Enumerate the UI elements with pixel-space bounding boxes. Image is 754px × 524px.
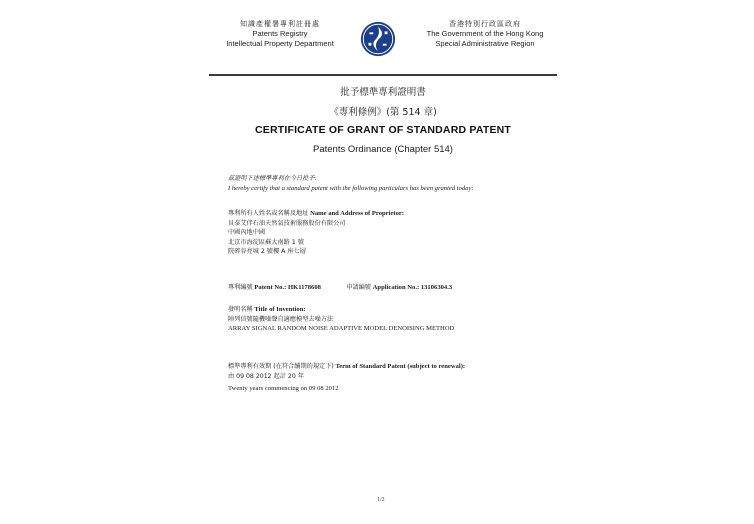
ordinance-en: Patents Ordinance (Chapter 514) (313, 144, 453, 155)
application-no-value: 13106304.3 (420, 284, 453, 291)
term-line-cn: 由 09 08 2012 起計 20 年 (228, 372, 304, 380)
term-section (228, 362, 548, 394)
certify-en: I hereby certify that a standard patent with the following particulars has been granted today: (228, 184, 474, 192)
application-no-label-en: Application No.: (372, 284, 420, 291)
term-label-en: Term of Standard Patent (subject to renewal): (335, 363, 466, 370)
patents-registry-letterhead (205, 19, 355, 49)
page-number: 1/2 (377, 497, 385, 503)
letterhead-right-en-2: Special Administrative Region (435, 39, 535, 48)
certify-cn: 茲證明下述標準專利在今日批予: (228, 175, 317, 182)
proprietor-label-en: Name and Address of Proprietor: (310, 210, 404, 217)
hksar-emblem-icon (359, 20, 397, 58)
proprietor-label-cn: 專利所有人姓名或名稱及地址 (228, 210, 309, 217)
invention-title-cn: 陣列信號隨機噪聲自適應模型去噪方法 (228, 315, 334, 323)
ordinance-cn: 《專利條例》(第 514 章) (329, 107, 437, 118)
header-divider (209, 74, 557, 76)
proprietor-section (228, 209, 548, 257)
proprietor-line: 院碎谷亮城 2 號樓 A 座七層 (228, 248, 306, 255)
title-cn: 批予標準專利證明書 (340, 87, 426, 98)
invention-label-cn: 發明名稱 (228, 306, 253, 313)
letterhead-left-cn: 知識產權署專利註冊處 (240, 20, 320, 28)
invention-label-en: Title of Invention: (254, 306, 306, 313)
certify-statement (228, 174, 548, 193)
invention-section (228, 305, 548, 334)
letterhead-left-en-1: Patents Registry (252, 29, 308, 38)
application-no-label-cn: 申請編號 (346, 284, 371, 291)
letterhead-right-cn: 香港特別行政區政府 (449, 20, 521, 28)
patent-number-section (228, 283, 548, 293)
proprietor-line: 北京市海淀區蘇大南路 1 號 (228, 238, 304, 246)
term-label-cn: 標準專利有效期 (在符合續期的規定下) (228, 363, 334, 370)
letterhead-left-en-2: Intellectual Property Department (226, 39, 334, 48)
patent-no-label-en: Patent No.: (254, 284, 287, 291)
proprietor-line: 貝泰艾伴石油天然氣技術服務股份有限公司 (228, 219, 346, 227)
invention-title-en: ARRAY SIGNAL RANDOM NOISE ADAPTIVE MODEL DENOISING METHOD (228, 325, 455, 332)
patent-no-value: HK1178608 (287, 284, 321, 291)
hksar-government-letterhead (405, 19, 565, 49)
patent-no-label-cn: 專利編號 (228, 284, 253, 291)
proprietor-line: 中國內地中國 (228, 229, 266, 236)
term-line-en: Twenty years commencing on 09 08 2012 (228, 385, 339, 392)
letterhead-right-en-1: The Government of the Hong Kong (426, 29, 544, 38)
certificate-title: CERTIFICATE OF GRANT OF STANDARD PATENT (254, 124, 512, 136)
